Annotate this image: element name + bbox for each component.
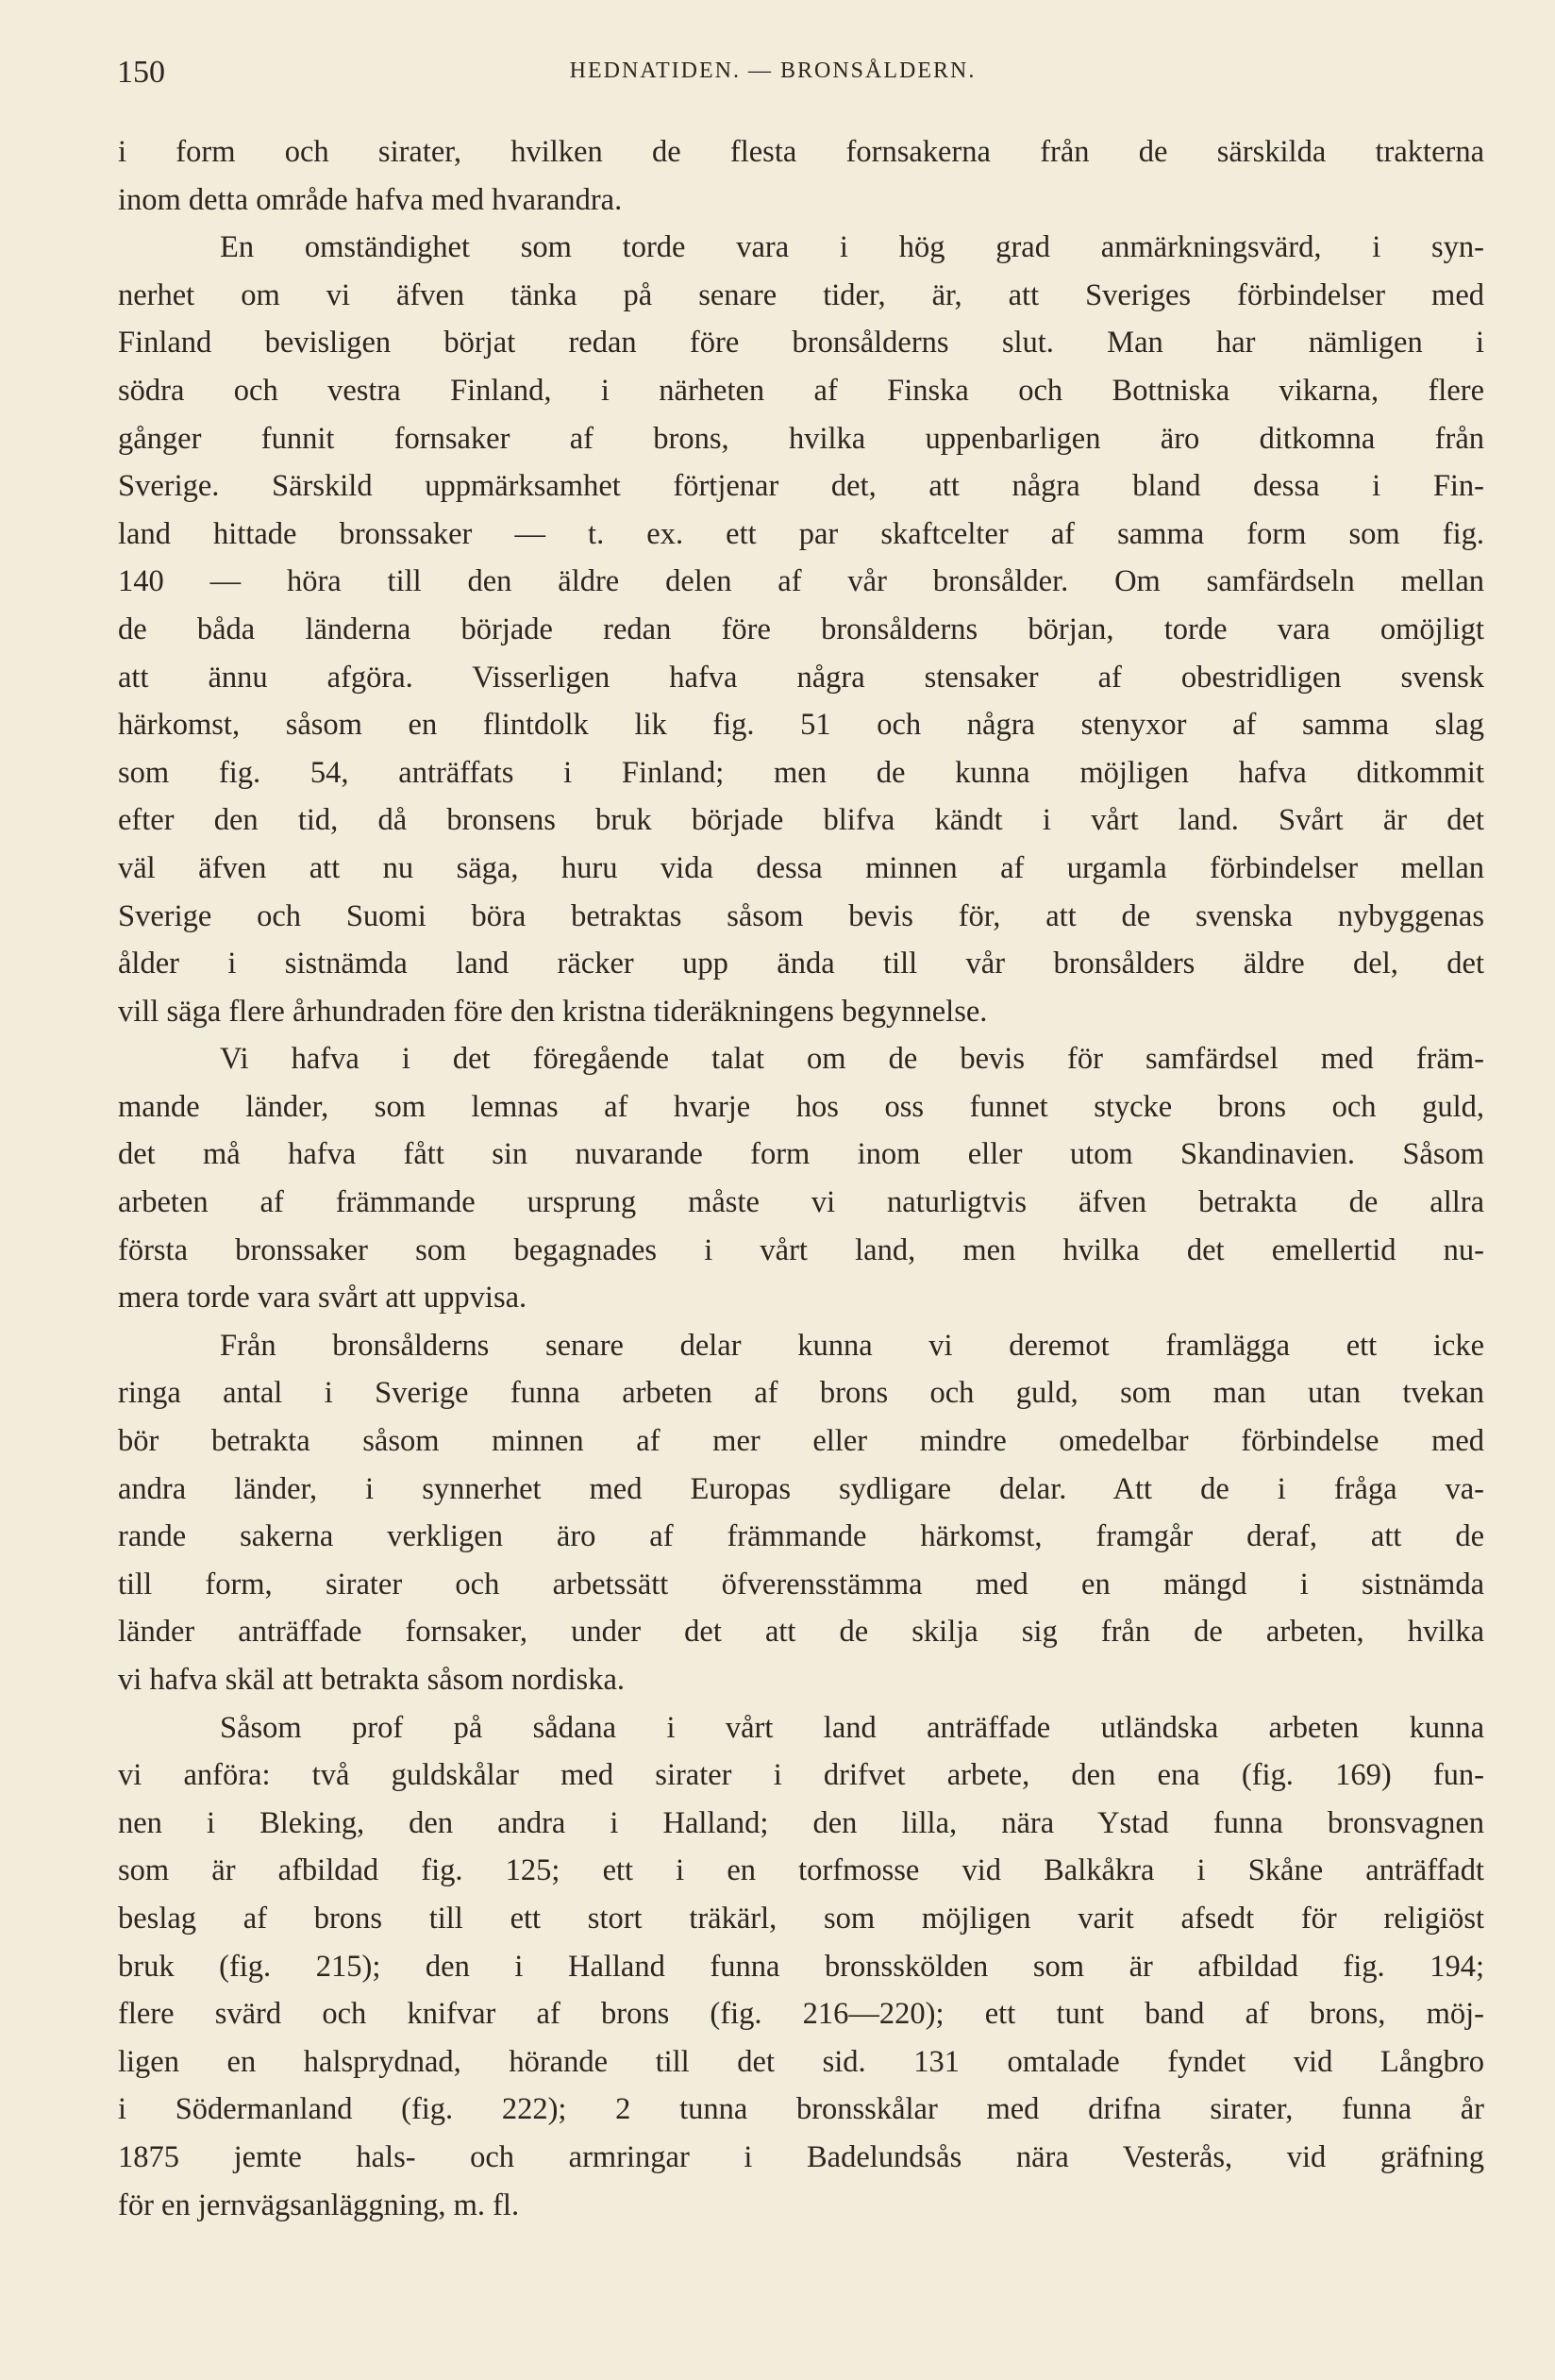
text-line: mera torde vara svårt att uppvisa. (118, 1281, 527, 1316)
text-line: gånger funnit fornsaker af brons, hvilka uppenbarligen äro ditkomna från (118, 421, 1484, 456)
paragraph-first-line: En omständighet som torde vara i hög grad anmärkningsvärd, i syn- (220, 230, 1484, 265)
text-line: land hittade bronssaker — t. ex. ett par skaftcelter af samma form som fig. (118, 516, 1484, 551)
paragraph-first-line: Såsom prof på sådana i vårt land anträffade utländska arbeten kunna (220, 1710, 1484, 1745)
text-line: rande sakerna verkligen äro af främmande härkomst, framgår deraf, att de (118, 1519, 1484, 1554)
text-line: vi anföra: två guldskålar med sirater i drifvet arbete, den ena (fig. 169) fun- (118, 1758, 1484, 1793)
text-line: i Södermanland (fig. 222); 2 tunna bronsskålar med drifna sirater, funna år (118, 2092, 1484, 2127)
text-line: första bronssaker som begagnades i vårt land, men hvilka det emellertid nu- (118, 1232, 1484, 1267)
text-line: bör betrakta såsom minnen af mer eller mindre omedelbar förbindelse med (118, 1424, 1484, 1459)
text-line: Finland bevisligen börjat redan före bronsålderns slut. Man har nämligen i (118, 326, 1484, 360)
text-line: för en jernvägsanläggning, m. fl. (118, 2187, 520, 2222)
text-line: bruk (fig. 215); den i Halland funna bronsskölden som är afbildad fig. 194; (118, 1949, 1484, 1984)
text-line: inom detta område hafva med hvarandra. (118, 182, 623, 217)
text-line: vi hafva skäl att betrakta såsom nordiska. (118, 1663, 625, 1697)
text-line: södra och vestra Finland, i närheten af Finska och Bottniska vikarna, flere (118, 373, 1484, 408)
text-line: andra länder, i synnerhet med Europas sydligare delar. Att de i fråga va- (118, 1471, 1484, 1506)
text-line: arbeten af främmande ursprung måste vi naturligtvis äfven betrakta de allra (118, 1185, 1484, 1220)
text-line: till form, sirater och arbetssätt öfverensstämma med en mängd i sistnämda (118, 1567, 1484, 1601)
page-number: 150 (117, 55, 165, 90)
text-line: ålder i sistnämda land räcker upp ända till vår bronsålders äldre del, det (118, 947, 1484, 981)
running-title: HEDNATIDEN. — BRONSÅLDERN. (569, 59, 977, 83)
text-line: nerhet om vi äfven tänka på senare tider, är, att Sveriges förbindelser med (118, 277, 1484, 312)
text-line: 1875 jemte hals- och armringar i Badelundsås nära Vesterås, vid gräfning (118, 2139, 1484, 2174)
paragraph-first-line: Vi hafva i det föregående talat om de bevis för samfärdsel med främ- (220, 1042, 1484, 1077)
text-line: länder anträffade fornsaker, under det att de skilja sig från de arbeten, hvilka (118, 1615, 1484, 1650)
text-line: som fig. 54, anträffats i Finland; men de kunna möjligen hafva ditkommit (118, 755, 1484, 790)
text-line: ligen en halsprydnad, hörande till det sid. 131 omtalade fyndet vid Långbro (118, 2044, 1484, 2079)
text-line: i form och sirater, hvilken de flesta fornsakerna från de särskilda trakterna (118, 135, 1484, 169)
text-line: Sverige och Suomi böra betraktas såsom bevis för, att de svenska nybyggenas (118, 898, 1484, 933)
text-line: väl äfven att nu säga, huru vida dessa minnen af urgamla förbindelser mellan (118, 850, 1484, 885)
text-line: vill säga flere århundraden före den kristna tideräkningens begynnelse. (118, 994, 988, 1029)
paragraph-first-line: Från bronsålderns senare delar kunna vi deremot framlägga ett icke (220, 1328, 1484, 1363)
text-line: ringa antal i Sverige funna arbeten af brons och guld, som man utan tvekan (118, 1376, 1484, 1411)
text-line: nen i Bleking, den andra i Halland; den lilla, nära Ystad funna bronsvagnen (118, 1805, 1484, 1840)
running-head (0, 59, 1555, 84)
text-line: mande länder, som lemnas af hvarje hos oss funnet stycke brons och guld, (118, 1089, 1484, 1124)
text-line: flere svärd och knifvar af brons (fig. 216—220); ett tunt band af brons, möj- (118, 1997, 1484, 2032)
text-line: de båda länderna började redan före bronsålderns början, torde vara omöjligt (118, 612, 1484, 646)
text-line: 140 — höra till den äldre delen af vår bronsålder. Om samfärdseln mellan (118, 564, 1484, 599)
text-line: efter den tid, då bronsens bruk började blifva kändt i vårt land. Svårt är det (118, 803, 1484, 838)
text-line: beslag af brons till ett stort träkärl, som möjligen varit afsedt för religiöst (118, 1901, 1484, 1936)
body-text (118, 128, 1484, 2229)
text-line: som är afbildad fig. 125; ett i en torfmosse vid Balkåkra i Skåne anträffadt (118, 1853, 1484, 1888)
text-line: härkomst, såsom en flintdolk lik fig. 51 och några stenyxor af samma slag (118, 708, 1484, 743)
text-line: att ännu afgöra. Visserligen hafva några stensaker af obestridligen svensk (118, 660, 1484, 695)
text-line: det må hafva fått sin nuvarande form inom eller utom Skandinavien. Såsom (118, 1137, 1484, 1172)
text-line: Sverige. Särskild uppmärksamhet förtjenar det, att några bland dessa i Fin- (118, 469, 1484, 504)
